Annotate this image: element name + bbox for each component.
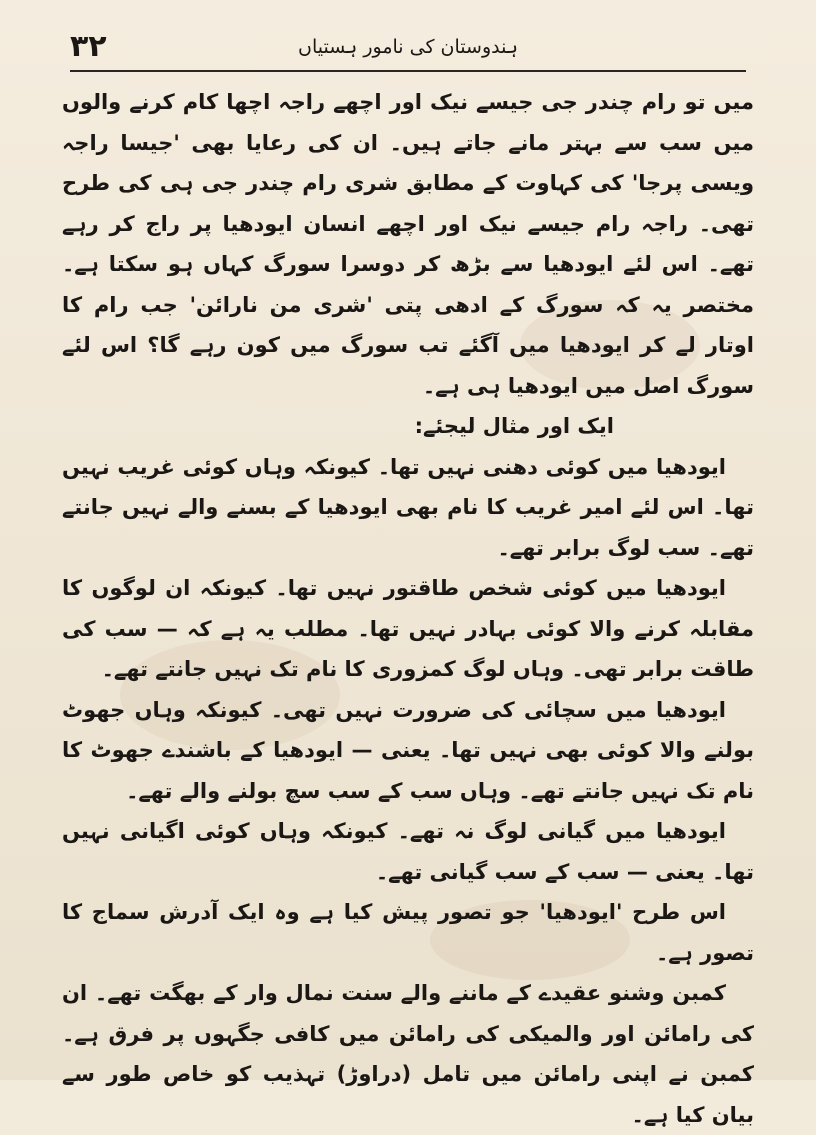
paragraph: ایودھیا میں گیانی لوگ نہ تھے۔ کیونکہ وہاں کوئی اگیانی نہیں تھا۔ یعنی — سب کے سب گیانی تھے۔ [62, 819, 754, 884]
header-rule [70, 70, 746, 72]
paragraph: کمبن وشنو عقیدے کے ماننے والے سنت نمال وار کے بھگت تھے۔ ان کی رامائن اور والمیکی کی رامائن میں کافی جگہوں پر فرق ہے۔ کمبن نے اپنی رامائن میں تامل (دراوڑ) تہذیب کو خاص طور سے بیان کیا ہے۔ [62, 981, 754, 1127]
paragraph: ایودھیا میں کوئی دھنی نہیں تھا۔ کیونکہ وہاں کوئی غریب نہیں تھا۔ اس لئے امیر غریب کا نام بھی ایودھیا کے بسنے والے نہیں جانتے تھے۔ سب لوگ برابر تھے۔ [62, 454, 754, 560]
page-header [70, 22, 746, 72]
page-body [62, 82, 754, 1127]
paragraph: اس طرح 'ایودھیا' جو تصور پیش کیا ہے وہ ایک آدرش سماج کا تصور ہے۔ [62, 900, 754, 965]
running-title: ہندوستان کی نامور ہستیاں [298, 36, 518, 58]
paragraph: ایودھیا میں کوئی شخص طاقتور نہیں تھا۔ کیونکہ ان لوگوں کا مقابلہ کرنے والا کوئی بہادر نہیں تھا۔ مطلب یہ ہے کہ — سب کی طاقت برابر تھی۔ وہاں لوگ کمزوری کا نام تک نہیں جانتے تھے۔ [62, 576, 754, 681]
page-number: ۳۲ [70, 29, 107, 64]
paragraph: ایک اور مثال لیجئے: [414, 414, 614, 438]
paragraph: ایودھیا میں سچائی کی ضرورت نہیں تھی۔ کیونکہ وہاں جھوٹ بولنے والا کوئی بھی نہیں تھا۔ یعنی — ایودھیا کے باشندے جھوٹ کا نام تک نہیں جانتے تھے۔ وہاں سب کے سب سچ بولنے والے تھے۔ [62, 697, 754, 803]
paragraph: میں تو رام چندر جی جیسے نیک اور اچھے راجہ اچھا کام کرنے والوں میں سب سے بہتر مانے جاتے ہیں۔ ان کی رعایا بھی 'جیسا راجہ ویسی پرجا' کی کہاوت کے مطابق شری رام چندر جی ہی کی طرح تھی۔ راجہ رام جیسے نیک اور اچھے انسان ایودھیا پر راج کر رہے تھے۔ اس لئے ایودھیا سے بڑھ کر دوسرا سورگ کہاں ہو سکتا ہے۔ مختصر یہ کہ سورگ کے ادھی پتی 'شری من نارائن' جب رام کا اوتار لے کر ایودھیا میں آگئے تب سورگ میں کون رہے گا؟ اس لئے سورگ اصل میں ایودھیا ہی ہے۔ [62, 90, 754, 398]
